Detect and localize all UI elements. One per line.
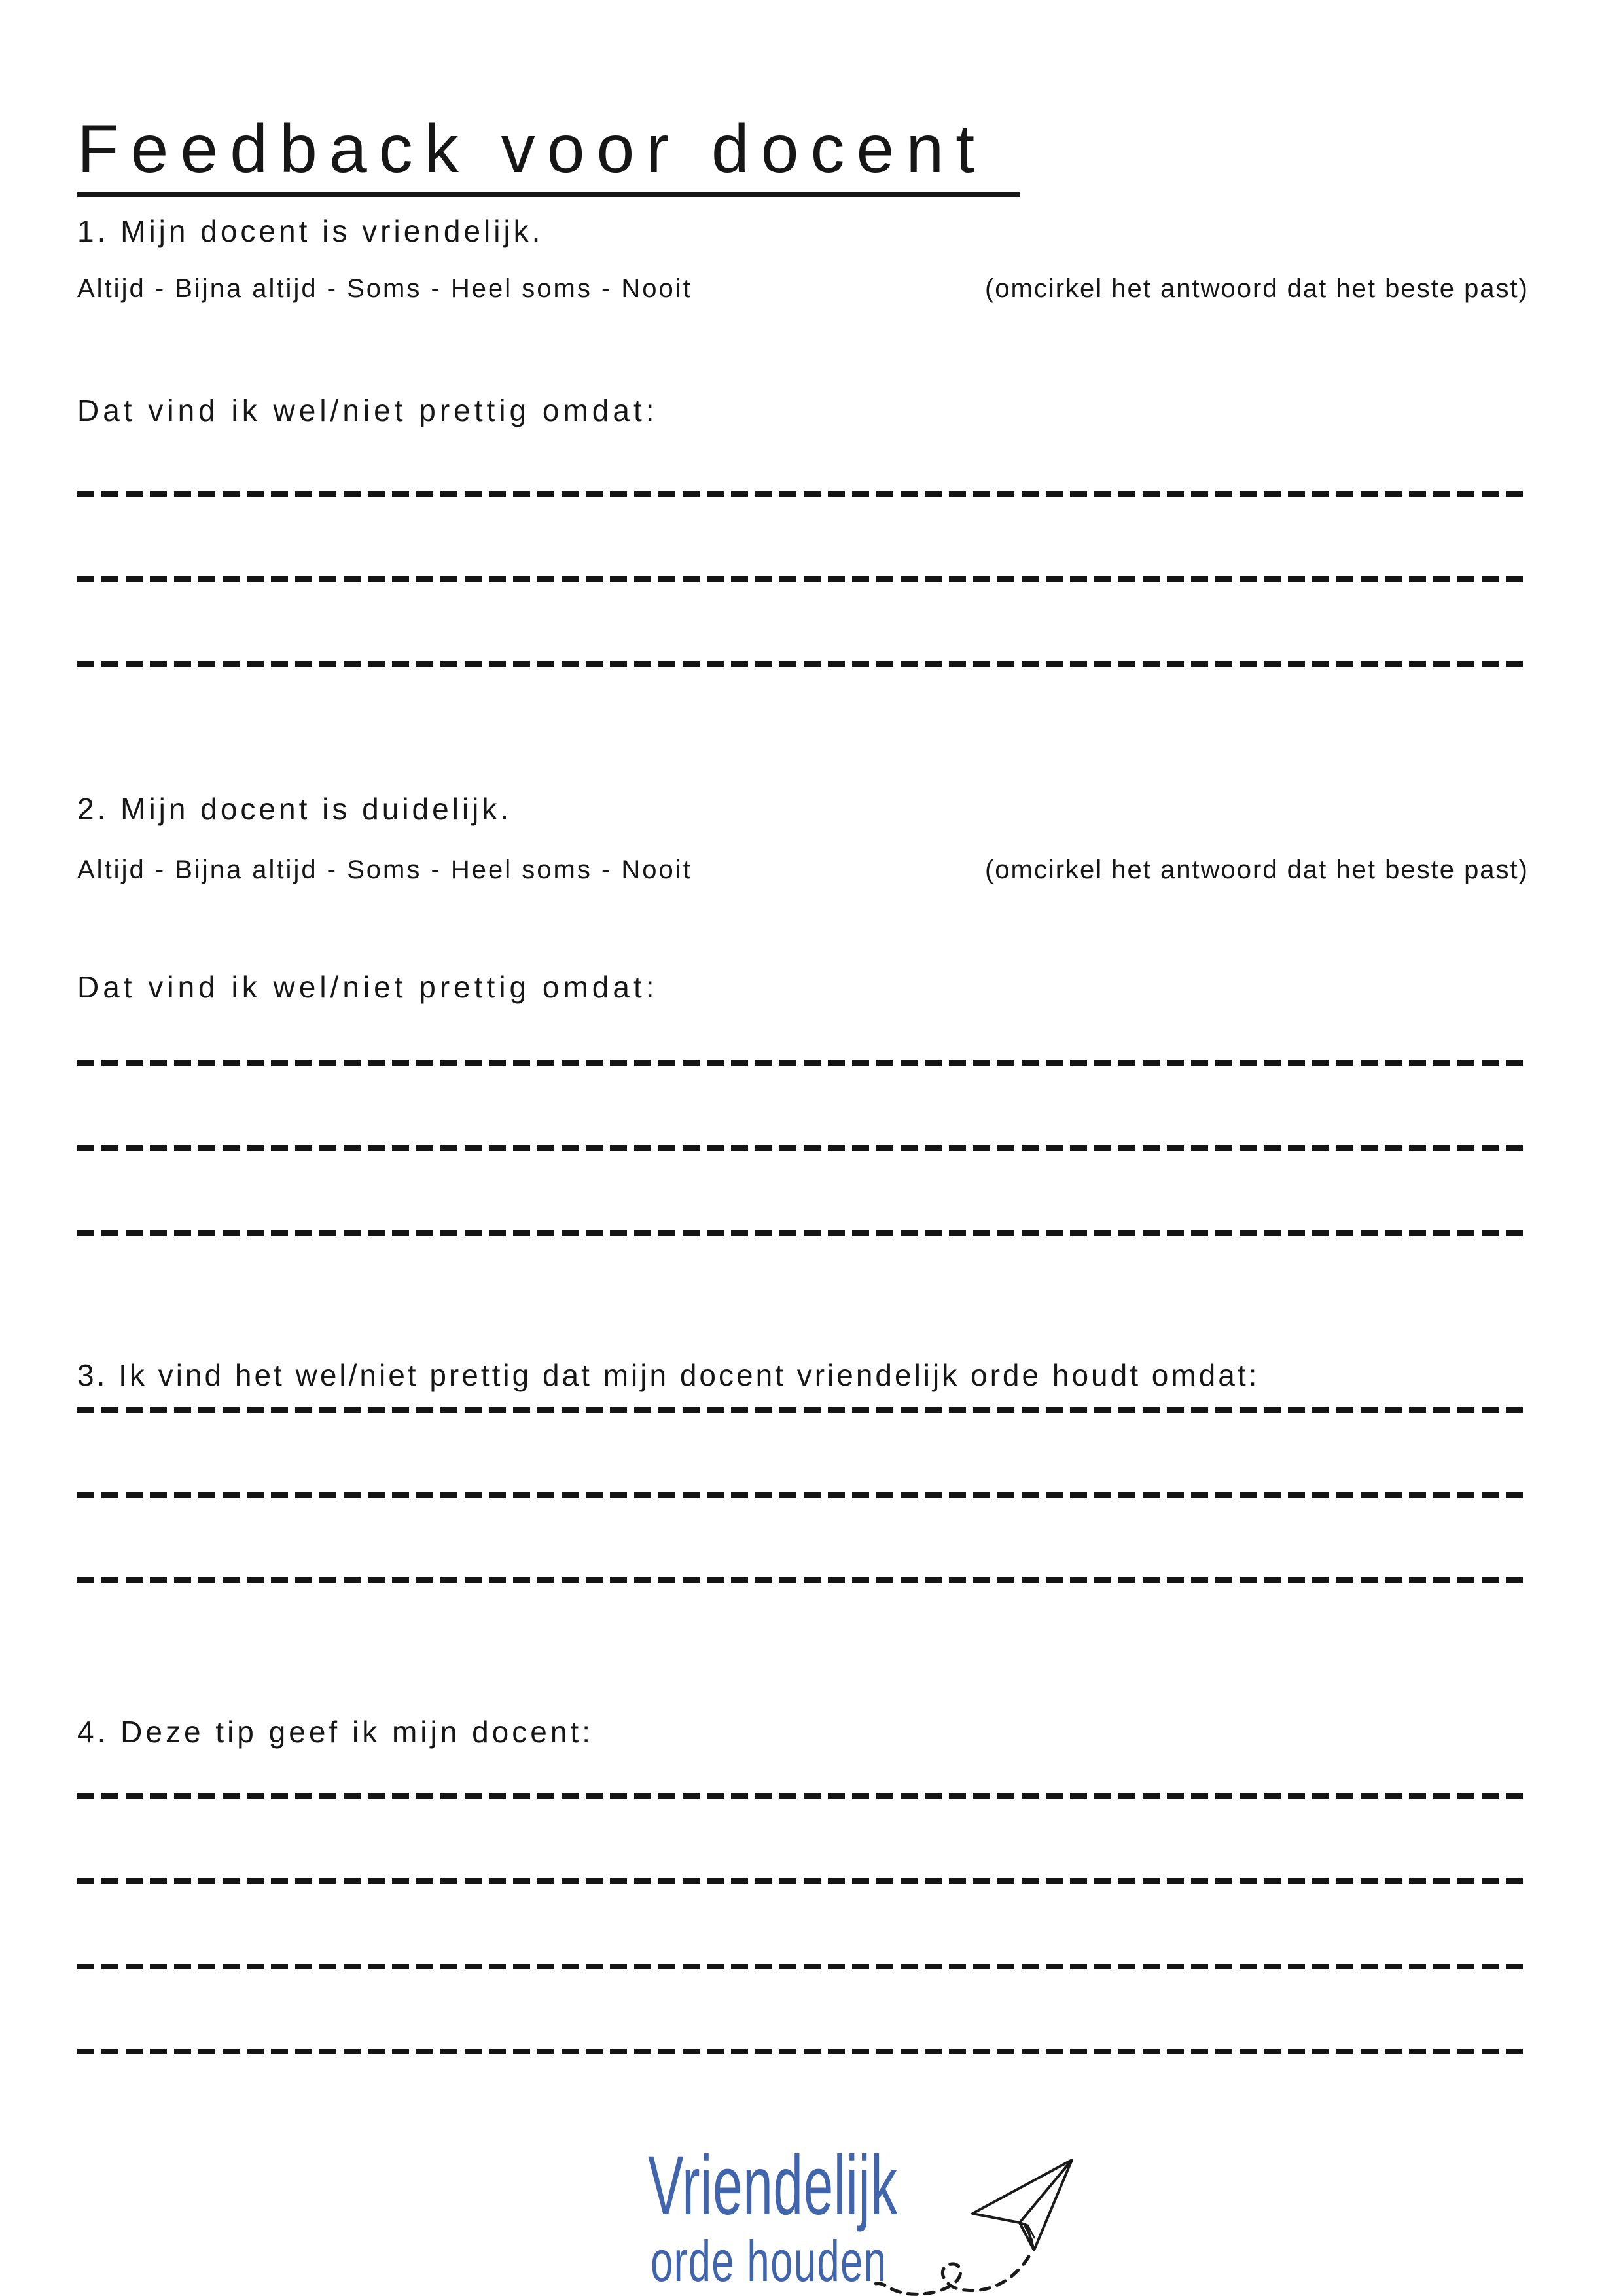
question-1-prompt: Dat vind ik wel/niet prettig omdat: <box>77 393 658 427</box>
question-2-scale-row <box>77 854 1529 886</box>
dotted-flight-trail <box>870 2257 1029 2294</box>
writing-line <box>77 576 1529 582</box>
brand-logo <box>648 2139 1086 2296</box>
writing-line <box>77 1145 1529 1151</box>
question-1-scale-row <box>77 273 1529 304</box>
writing-line <box>77 1060 1529 1066</box>
question-1-scale-options: Altijd - Bijna altijd - Soms - Heel soms - Nooit <box>77 274 692 303</box>
brand-logo-title: Vriendelijk <box>648 2139 898 2233</box>
writing-line <box>77 1577 1529 1583</box>
question-4-label: 4. Deze tip geef ik mijn docent: <box>77 1715 594 1749</box>
question-1-label: 1. Mijn docent is vriendelijk. <box>77 214 544 248</box>
writing-line <box>77 661 1529 667</box>
question-2-prompt: Dat vind ik wel/niet prettig omdat: <box>77 970 658 1004</box>
question-1-scale-note: (omcirkel het antwoord dat het beste past) <box>984 274 1529 303</box>
question-2-scale-options: Altijd - Bijna altijd - Soms - Heel soms - Nooit <box>77 855 692 884</box>
writing-line <box>77 1492 1529 1498</box>
writing-line <box>77 1407 1529 1413</box>
writing-line <box>77 491 1529 497</box>
writing-line <box>77 1230 1529 1236</box>
writing-line <box>77 1793 1529 1799</box>
question-2-label: 2. Mijn docent is duidelijk. <box>77 792 512 826</box>
writing-line <box>77 1878 1529 1884</box>
question-2-scale-note: (omcirkel het antwoord dat het beste past) <box>984 855 1529 884</box>
question-3-label: 3. Ik vind het wel/niet prettig dat mijn docent vriendelijk orde houdt omdat: <box>77 1358 1260 1392</box>
paper-plane-icon <box>972 2160 1072 2250</box>
brand-logo-subtitle: orde houden <box>651 2229 887 2293</box>
writing-line <box>77 1964 1529 1969</box>
page-title: Feedback voor docent <box>77 108 1020 197</box>
writing-line <box>77 2049 1529 2054</box>
